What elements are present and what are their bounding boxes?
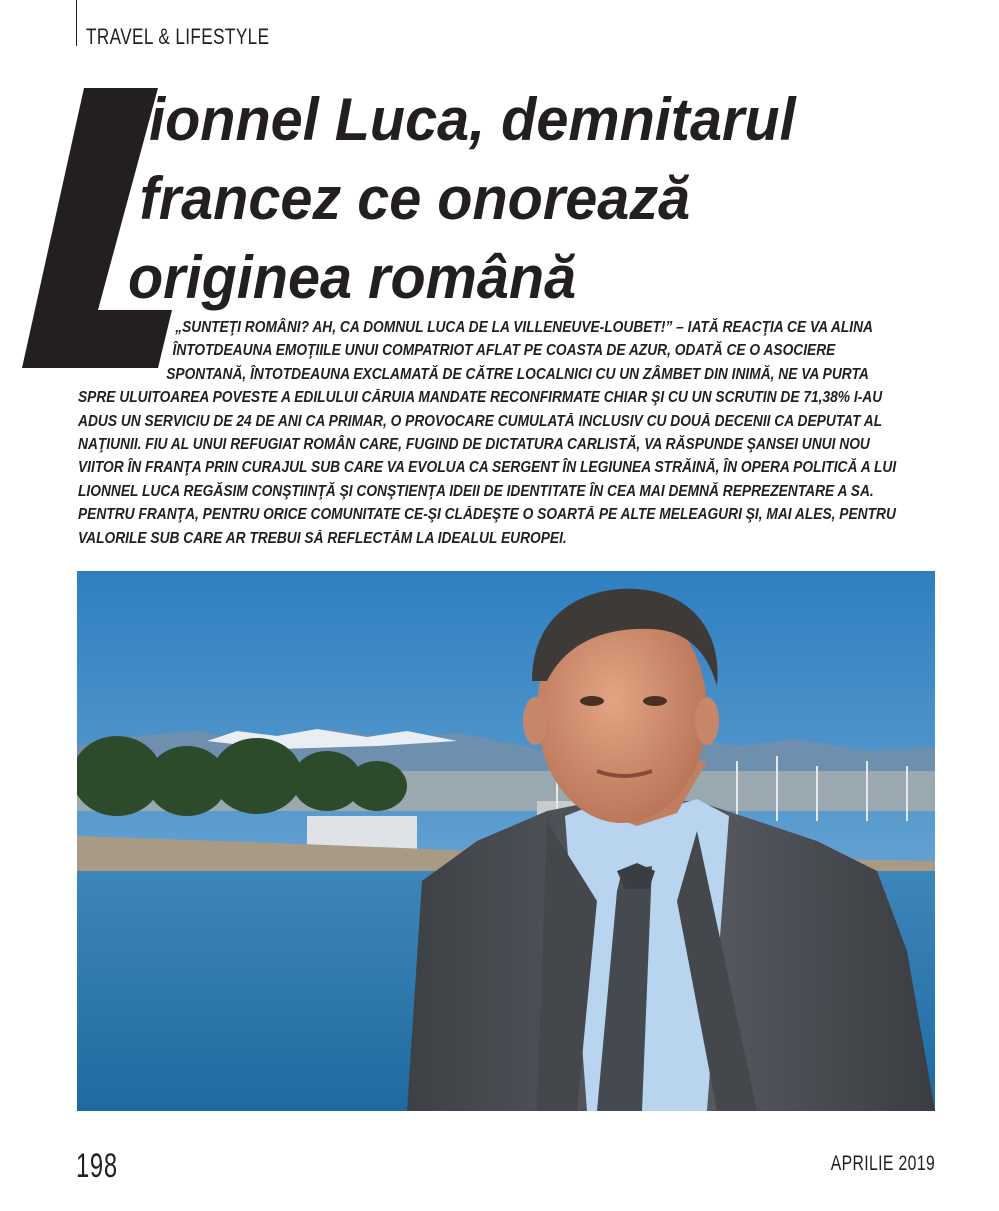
article-title xyxy=(128,80,896,317)
page-number: 198 xyxy=(76,1147,118,1185)
title-line-3: originea română xyxy=(128,244,577,311)
lead-line: SPONTANĂ, ÎNTOTDEAUNA EXCLAMATĂ DE CĂTRE LOCALNICI CU UN ZÂMBET DIN INIMĂ, NE VA PURTA xyxy=(166,365,869,383)
lead-line: ADUS UN SERVICIU DE 24 DE ANI CA PRIMAR, O PROVOCARE CUMULATĂ INCLUSIV CU DOUĂ DECENII CA DEPUTAT AL xyxy=(78,412,883,430)
lead-line: „SUNTEŢI ROMÂNI? AH, CA DOMNUL LUCA DE LA VILLENEUVE-LOUBET!” – IATĂ REACŢIA CE VA ALINA xyxy=(175,319,873,336)
lead-line: VIITOR ÎN FRANŢA PRIN CURAJUL SUB CARE VA EVOLUA CA SERGENT ÎN LEGIUNEA STRĂINĂ, ÎN OPERA POLITICĂ A LUI xyxy=(78,459,897,477)
section-label: TRAVEL & LIFESTYLE xyxy=(86,24,270,49)
lead-line: VALORILE SUB CARE AR TREBUI SĂ REFLECTĂM LA IDEALUL EUROPEI. xyxy=(78,529,567,547)
lead-line: SPRE ULUITOAREA POVESTE A EDILULUI CĂRUIA MANDATE RECONFIRMATE CHIAR ŞI CU UN SCRUTIN DE 71,38% I-AU xyxy=(78,389,883,407)
section-rule xyxy=(76,0,77,46)
lead-line: ÎNTOTDEAUNA EMOŢIILE UNUI COMPATRIOT AFLAT PE COASTA DE AZUR, ODATĂ CE O ASOCIERE xyxy=(172,342,836,360)
title-line-1: ionnel Luca, demnitarul xyxy=(149,86,796,153)
issue-date: APRILIE 2019 xyxy=(830,1152,935,1175)
article-lead xyxy=(78,316,938,550)
portrait-photo xyxy=(77,571,935,1111)
lead-line: LIONNEL LUCA REGĂSIM CONŞTIINŢĂ ŞI CONŞTIENŢA IDEII DE IDENTITATE ÎN CEA MAI DEMNĂ REPREZENTARE A SA. xyxy=(78,482,874,500)
lead-line: NAŢIUNII. FIU AL UNUI REFUGIAT ROMÂN CARE, FUGIND DE DICTATURA CARLISTĂ, VA RĂSPUNDE ŞANSEI UNUI NOU xyxy=(78,436,870,454)
title-line-2: francez ce onorează xyxy=(139,165,691,232)
lead-line: PENTRU FRANŢA, PENTRU ORICE COMUNITATE CE-ŞI CLĂDEŞTE O SOARTĂ PE ALTE MELEAGURI ŞI, MAI ALES, PENTRU xyxy=(78,506,896,524)
